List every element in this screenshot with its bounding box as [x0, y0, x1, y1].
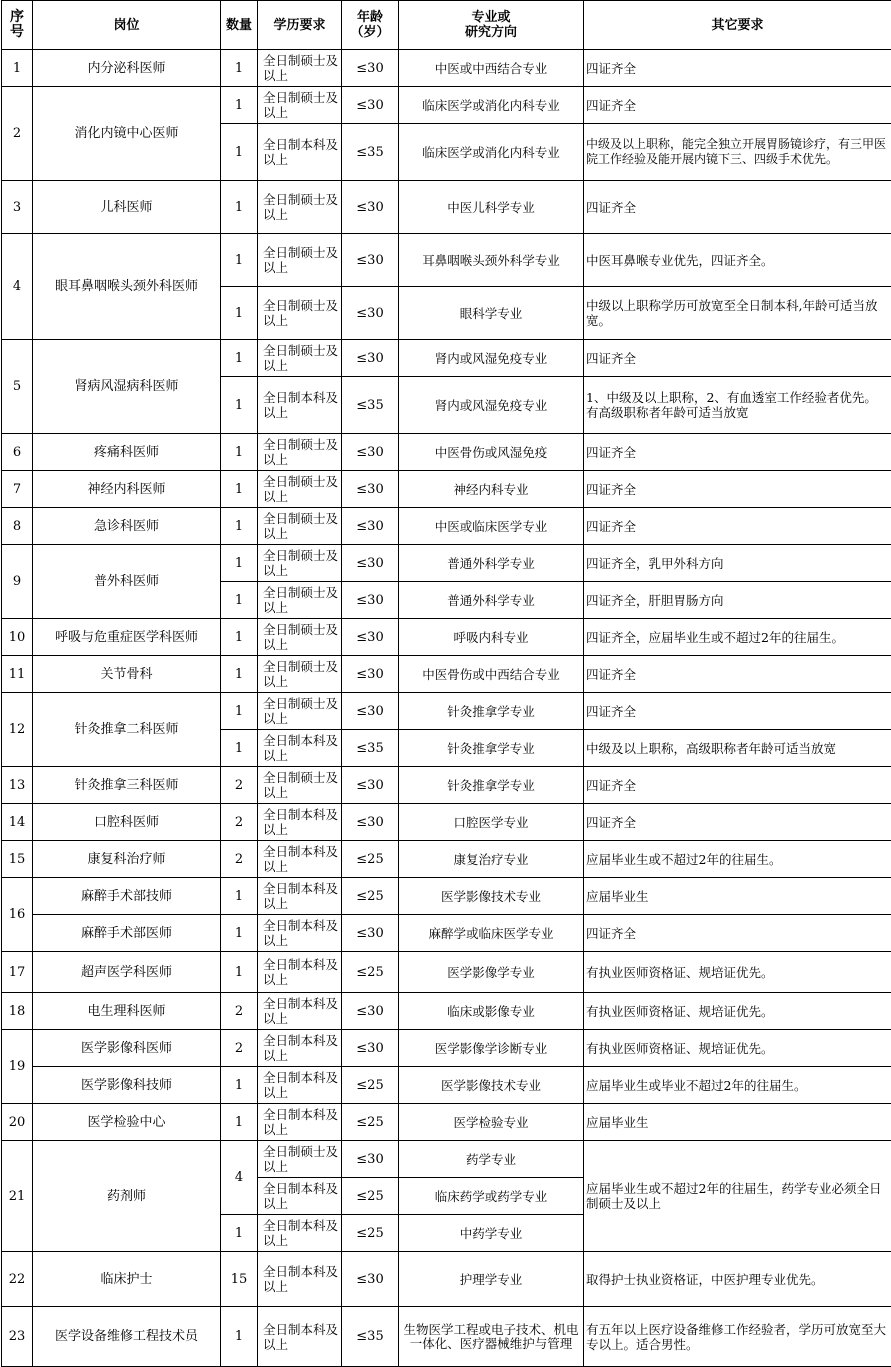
row-age: ≤30 — [342, 234, 399, 287]
row-other: 应届毕业生 — [584, 1104, 891, 1141]
row-other: 应届毕业生或不超过2年的往届生。 — [584, 841, 891, 878]
row-age: ≤25 — [342, 1067, 399, 1104]
row-age: ≤35 — [342, 1307, 399, 1367]
row-age: ≤30 — [342, 1030, 399, 1067]
row-age: ≤30 — [342, 545, 399, 582]
row-age: ≤30 — [342, 434, 399, 471]
row-post: 关节骨科 — [33, 656, 221, 693]
row-count: 1 — [221, 471, 258, 508]
row-count: 1 — [221, 952, 258, 993]
row-major: 药学专业 — [399, 1141, 584, 1178]
row-other: 四证齐全 — [584, 693, 891, 730]
row-edu: 全日制硕士及以上 — [258, 767, 342, 804]
row-major: 中医儿科学专业 — [399, 181, 584, 234]
table-row — [2, 1141, 891, 1178]
row-no: 22 — [2, 1252, 33, 1307]
row-no: 14 — [2, 804, 33, 841]
row-other: 取得护士执业资格证，中医护理专业优先。 — [584, 1252, 891, 1307]
row-age: ≤35 — [342, 124, 399, 181]
row-edu: 全日制硕士及以上 — [258, 582, 342, 619]
row-major: 神经内科专业 — [399, 471, 584, 508]
row-edu: 全日制本科及以上 — [258, 878, 342, 915]
row-major: 麻醉学或临床医学专业 — [399, 915, 584, 952]
row-edu: 全日制硕士及以上 — [258, 434, 342, 471]
row-other: 四证齐全，应届毕业生或不超过2年的往届生。 — [584, 619, 891, 656]
row-major: 医学影像学专业 — [399, 952, 584, 993]
row-edu: 全日制本科及以上 — [258, 1067, 342, 1104]
row-other: 有执业医师资格证、规培证优先。 — [584, 1030, 891, 1067]
row-count: 1 — [221, 1067, 258, 1104]
row-count: 1 — [221, 1307, 258, 1367]
row-edu: 全日制硕士及以上 — [258, 340, 342, 377]
row-edu: 全日制硕士及以上 — [258, 234, 342, 287]
row-major: 临床药学或药学专业 — [399, 1178, 584, 1215]
row-edu: 全日制硕士及以上 — [258, 50, 342, 87]
header-no: 序号 — [2, 1, 33, 50]
row-post: 普外科医师 — [33, 545, 221, 619]
row-major: 中药学专业 — [399, 1215, 584, 1252]
row-post: 临床护士 — [33, 1252, 221, 1307]
row-age: ≤25 — [342, 878, 399, 915]
row-edu: 全日制本科及以上 — [258, 804, 342, 841]
table-row — [2, 434, 891, 471]
table-row — [2, 952, 891, 993]
table-row — [2, 181, 891, 234]
row-count: 1 — [221, 50, 258, 87]
row-edu: 全日制硕士及以上 — [258, 1141, 342, 1178]
row-other: 1、中级及以上职称，2、有血透室工作经验者优先。有高级职称者年龄可适当放宽 — [584, 377, 891, 434]
row-age: ≤30 — [342, 50, 399, 87]
header-age: 年龄（岁） — [342, 1, 399, 50]
row-age: ≤30 — [342, 1252, 399, 1307]
row-no: 18 — [2, 993, 33, 1030]
row-count: 1 — [221, 340, 258, 377]
table-row — [2, 878, 891, 915]
recruitment-table — [1, 0, 891, 1367]
row-edu: 全日制本科及以上 — [258, 124, 342, 181]
row-major: 临床医学或消化内科专业 — [399, 87, 584, 124]
row-other: 中医耳鼻喉专业优先，四证齐全。 — [584, 234, 891, 287]
table-row — [2, 87, 891, 124]
row-post: 医学影像科技师 — [33, 1067, 221, 1104]
row-count: 1 — [221, 434, 258, 471]
row-no: 3 — [2, 181, 33, 234]
row-post: 肾病风湿病科医师 — [33, 340, 221, 434]
row-major: 肾内或风湿免疫专业 — [399, 340, 584, 377]
row-major: 医学影像技术专业 — [399, 1067, 584, 1104]
header-major: 专业或 研究方向 — [399, 1, 584, 50]
row-count: 1 — [221, 508, 258, 545]
row-post: 急诊科医师 — [33, 508, 221, 545]
table-row — [2, 471, 891, 508]
row-count: 1 — [221, 878, 258, 915]
table-row — [2, 234, 891, 287]
row-age: ≤25 — [342, 952, 399, 993]
row-major: 临床或影像专业 — [399, 993, 584, 1030]
row-edu: 全日制本科及以上 — [258, 730, 342, 767]
row-post: 针灸推拿二科医师 — [33, 693, 221, 767]
table-row — [2, 545, 891, 582]
row-age: ≤30 — [342, 340, 399, 377]
row-major: 中医骨伤或中西结合专业 — [399, 656, 584, 693]
row-post: 麻醉手术部技师 — [33, 878, 221, 915]
row-no: 13 — [2, 767, 33, 804]
header-other: 其它要求 — [584, 1, 891, 50]
row-count: 1 — [221, 377, 258, 434]
row-major: 肾内或风湿免疫专业 — [399, 377, 584, 434]
row-other: 四证齐全 — [584, 656, 891, 693]
row-post: 医学影像科医师 — [33, 1030, 221, 1067]
row-other: 有五年以上医疗设备维修工作经验者，学历可放宽至大专以上。适合男性。 — [584, 1307, 891, 1367]
table-row — [2, 841, 891, 878]
row-no: 6 — [2, 434, 33, 471]
row-major: 临床医学或消化内科专业 — [399, 124, 584, 181]
table-row — [2, 1252, 891, 1307]
row-count: 2 — [221, 804, 258, 841]
row-major: 中医骨伤或风湿免疫 — [399, 434, 584, 471]
row-other: 四证齐全 — [584, 767, 891, 804]
row-major: 针灸推拿学专业 — [399, 730, 584, 767]
row-count: 4 — [221, 1141, 258, 1215]
row-edu: 全日制本科及以上 — [258, 841, 342, 878]
table-row — [2, 656, 891, 693]
row-post: 电生理科医师 — [33, 993, 221, 1030]
row-no: 4 — [2, 234, 33, 340]
row-major: 普通外科学专业 — [399, 545, 584, 582]
row-age: ≤30 — [342, 87, 399, 124]
row-post: 内分泌科医师 — [33, 50, 221, 87]
row-other: 应届毕业生或不超过2年的往届生，药学专业必须全日制硕士及以上 — [584, 1141, 891, 1252]
row-edu: 全日制硕士及以上 — [258, 693, 342, 730]
row-other: 四证齐全 — [584, 915, 891, 952]
table-row — [2, 993, 891, 1030]
row-no: 17 — [2, 952, 33, 993]
row-edu: 全日制硕士及以上 — [258, 545, 342, 582]
row-count: 1 — [221, 181, 258, 234]
row-age: ≤30 — [342, 804, 399, 841]
table-row — [2, 804, 891, 841]
row-count: 1 — [221, 1215, 258, 1252]
row-post: 医学设备维修工程技术员 — [33, 1307, 221, 1367]
row-no: 12 — [2, 693, 33, 767]
header-row — [2, 1, 891, 50]
row-post: 药剂师 — [33, 1141, 221, 1252]
row-major: 护理学专业 — [399, 1252, 584, 1307]
row-post: 医学检验中心 — [33, 1104, 221, 1141]
row-other: 四证齐全，肝胆胃肠方向 — [584, 582, 891, 619]
row-no: 1 — [2, 50, 33, 87]
row-no: 23 — [2, 1307, 33, 1367]
row-post: 口腔科医师 — [33, 804, 221, 841]
row-age: ≤30 — [342, 619, 399, 656]
row-other: 四证齐全 — [584, 434, 891, 471]
table-row — [2, 340, 891, 377]
row-no: 16 — [2, 878, 33, 952]
row-age: ≤25 — [342, 1215, 399, 1252]
table-row — [2, 508, 891, 545]
row-edu: 全日制本科及以上 — [258, 1178, 342, 1215]
row-other: 有执业医师资格证、规培证优先。 — [584, 952, 891, 993]
table-row — [2, 619, 891, 656]
row-count: 15 — [221, 1252, 258, 1307]
row-post: 超声医学科医师 — [33, 952, 221, 993]
row-other: 四证齐全 — [584, 508, 891, 545]
row-age: ≤30 — [342, 656, 399, 693]
header-post: 岗位 — [33, 1, 221, 50]
row-post: 疼痛科医师 — [33, 434, 221, 471]
row-no: 7 — [2, 471, 33, 508]
table-row — [2, 1307, 891, 1367]
row-age: ≤30 — [342, 767, 399, 804]
row-major: 口腔医学专业 — [399, 804, 584, 841]
row-other: 四证齐全 — [584, 50, 891, 87]
table-row — [2, 767, 891, 804]
row-edu: 全日制本科及以上 — [258, 915, 342, 952]
row-other: 中级及以上职称，高级职称者年龄可适当放宽 — [584, 730, 891, 767]
row-other: 四证齐全，乳甲外科方向 — [584, 545, 891, 582]
row-age: ≤30 — [342, 1141, 399, 1178]
table-row — [2, 693, 891, 730]
row-age: ≤35 — [342, 377, 399, 434]
row-no: 8 — [2, 508, 33, 545]
row-other: 应届毕业生或毕业不超过2年的往届生。 — [584, 1067, 891, 1104]
row-count: 1 — [221, 1104, 258, 1141]
row-edu: 全日制硕士及以上 — [258, 508, 342, 545]
row-age: ≤30 — [342, 287, 399, 340]
row-edu: 全日制硕士及以上 — [258, 619, 342, 656]
row-no: 10 — [2, 619, 33, 656]
row-count: 1 — [221, 619, 258, 656]
row-major: 针灸推拿学专业 — [399, 693, 584, 730]
row-post: 康复科治疗师 — [33, 841, 221, 878]
row-age: ≤25 — [342, 1178, 399, 1215]
row-edu: 全日制本科及以上 — [258, 952, 342, 993]
row-major: 普通外科学专业 — [399, 582, 584, 619]
row-count: 1 — [221, 656, 258, 693]
row-other: 应届毕业生 — [584, 878, 891, 915]
row-major: 医学影像技术专业 — [399, 878, 584, 915]
row-post: 麻醉手术部医师 — [33, 915, 221, 952]
row-age: ≤30 — [342, 693, 399, 730]
row-count: 2 — [221, 767, 258, 804]
row-count: 1 — [221, 915, 258, 952]
row-age: ≤30 — [342, 582, 399, 619]
row-edu: 全日制硕士及以上 — [258, 656, 342, 693]
row-age: ≤30 — [342, 508, 399, 545]
row-other: 四证齐全 — [584, 181, 891, 234]
row-major: 生物医学工程或电子技术、机电一体化、医疗器械维护与管理 — [399, 1307, 584, 1367]
row-age: ≤30 — [342, 993, 399, 1030]
table-row — [2, 1030, 891, 1067]
row-post: 消化内镜中心医师 — [33, 87, 221, 181]
row-edu: 全日制本科及以上 — [258, 1215, 342, 1252]
row-count: 1 — [221, 287, 258, 340]
table-row — [2, 915, 891, 952]
row-count: 1 — [221, 730, 258, 767]
row-no: 21 — [2, 1141, 33, 1252]
row-other: 四证齐全 — [584, 471, 891, 508]
row-post: 神经内科医师 — [33, 471, 221, 508]
row-major: 眼科学专业 — [399, 287, 584, 340]
row-major: 医学检验专业 — [399, 1104, 584, 1141]
row-age: ≤25 — [342, 1104, 399, 1141]
row-count: 2 — [221, 841, 258, 878]
row-no: 19 — [2, 1030, 33, 1104]
row-no: 5 — [2, 340, 33, 434]
row-major: 耳鼻咽喉头颈外科学专业 — [399, 234, 584, 287]
table-row — [2, 50, 891, 87]
row-post: 儿科医师 — [33, 181, 221, 234]
row-edu: 全日制本科及以上 — [258, 993, 342, 1030]
row-post: 眼耳鼻咽喉头颈外科医师 — [33, 234, 221, 340]
row-age: ≤30 — [342, 915, 399, 952]
row-major: 中医或临床医学专业 — [399, 508, 584, 545]
table-row — [2, 1104, 891, 1141]
header-count: 数量 — [221, 1, 258, 50]
row-major: 医学影像学诊断专业 — [399, 1030, 584, 1067]
row-major: 针灸推拿学专业 — [399, 767, 584, 804]
row-other: 四证齐全 — [584, 87, 891, 124]
row-edu: 全日制本科及以上 — [258, 1307, 342, 1367]
row-edu: 全日制本科及以上 — [258, 1104, 342, 1141]
row-major: 呼吸内科专业 — [399, 619, 584, 656]
row-edu: 全日制本科及以上 — [258, 1030, 342, 1067]
row-edu: 全日制硕士及以上 — [258, 87, 342, 124]
row-edu: 全日制本科及以上 — [258, 377, 342, 434]
row-count: 1 — [221, 124, 258, 181]
row-age: ≤35 — [342, 730, 399, 767]
row-no: 15 — [2, 841, 33, 878]
row-no: 20 — [2, 1104, 33, 1141]
row-other: 中级及以上职称，能完全独立开展胃肠镜诊疗，有三甲医院工作经验及能开展内镜下三、四级手术优先。 — [584, 124, 891, 181]
row-count: 2 — [221, 993, 258, 1030]
header-edu: 学历要求 — [258, 1, 342, 50]
row-other: 中级以上职称学历可放宽至全日制本科,年龄可适当放宽。 — [584, 287, 891, 340]
row-no: 9 — [2, 545, 33, 619]
row-other: 四证齐全 — [584, 804, 891, 841]
row-major: 康复治疗专业 — [399, 841, 584, 878]
row-edu: 全日制硕士及以上 — [258, 181, 342, 234]
row-edu: 全日制硕士及以上 — [258, 471, 342, 508]
row-no: 11 — [2, 656, 33, 693]
row-age: ≤25 — [342, 841, 399, 878]
row-no: 2 — [2, 87, 33, 181]
row-post: 呼吸与危重症医学科医师 — [33, 619, 221, 656]
row-count: 2 — [221, 1030, 258, 1067]
row-age: ≤30 — [342, 471, 399, 508]
row-count: 1 — [221, 582, 258, 619]
row-edu: 全日制硕士及以上 — [258, 287, 342, 340]
row-post: 针灸推拿三科医师 — [33, 767, 221, 804]
row-count: 1 — [221, 87, 258, 124]
row-count: 1 — [221, 545, 258, 582]
row-age: ≤30 — [342, 181, 399, 234]
row-other: 四证齐全 — [584, 340, 891, 377]
row-other: 有执业医师资格证、规培证优先。 — [584, 993, 891, 1030]
row-edu: 全日制本科及以上 — [258, 1252, 342, 1307]
row-count: 1 — [221, 693, 258, 730]
row-major: 中医或中西结合专业 — [399, 50, 584, 87]
table-row — [2, 1067, 891, 1104]
row-count: 1 — [221, 234, 258, 287]
